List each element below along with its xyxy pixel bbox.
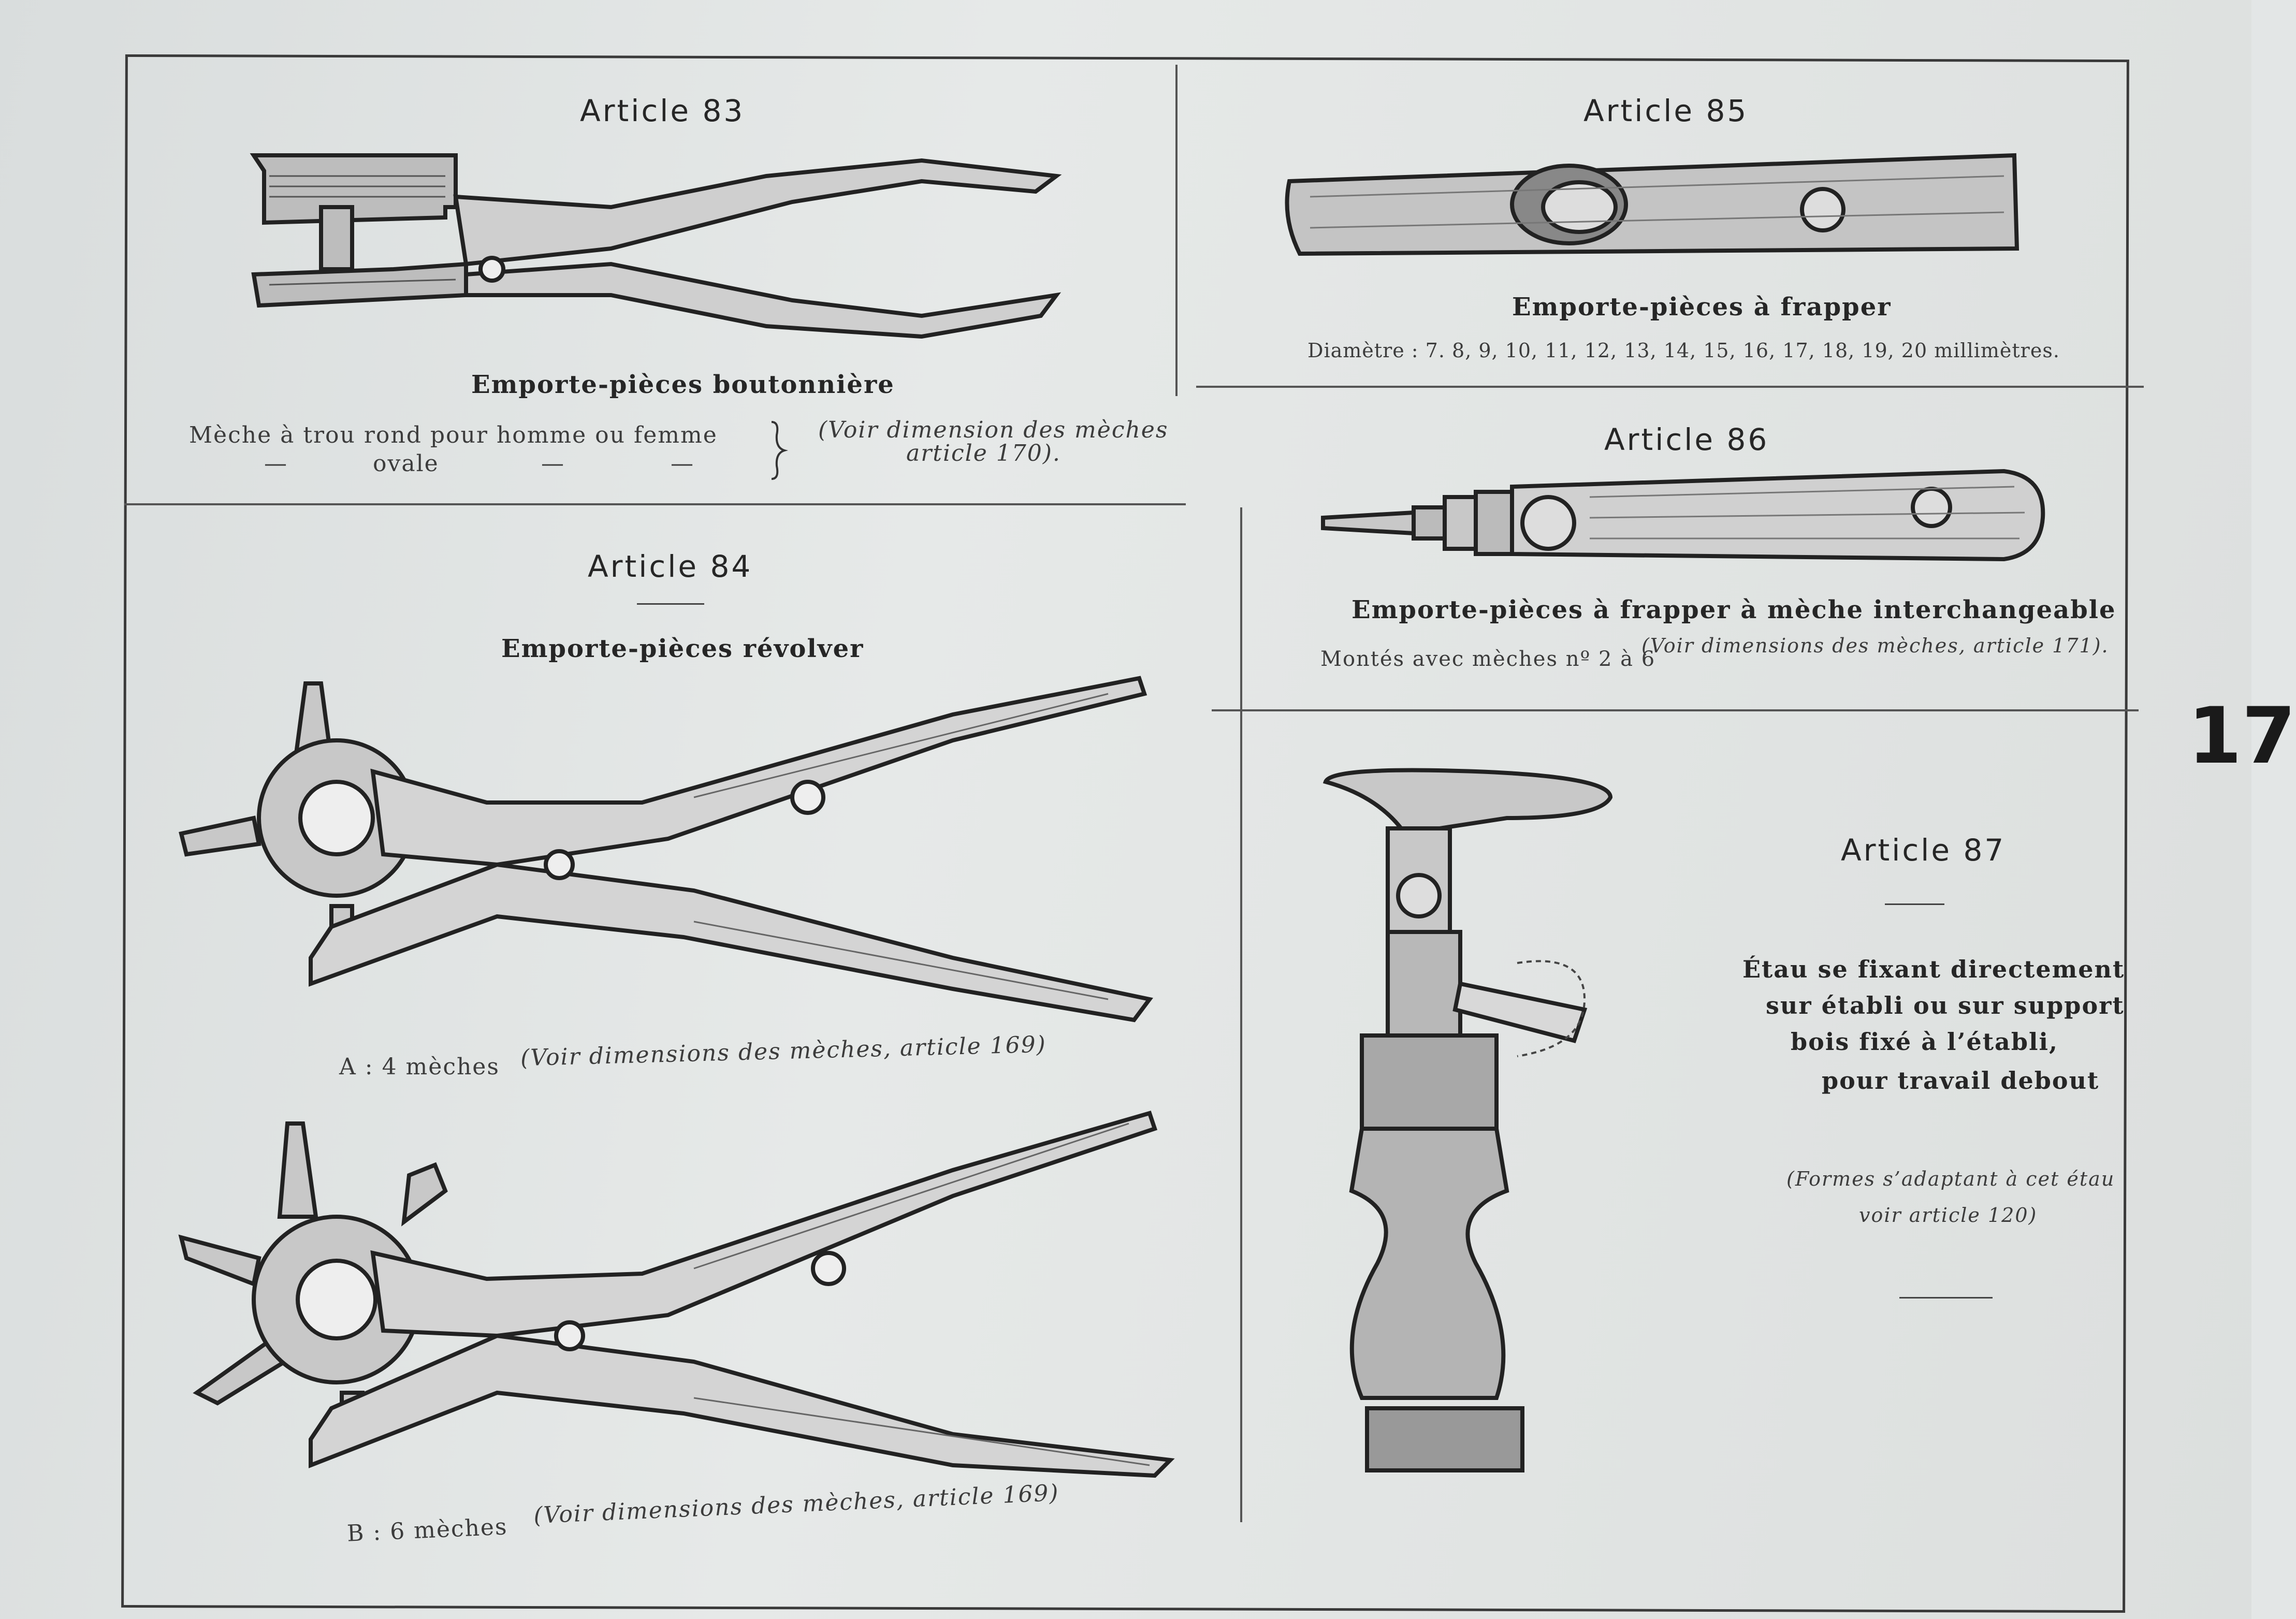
brace-icon	[766, 419, 787, 482]
article-86-line-prefix: Montés avec mèches nº 2 à 6	[1320, 647, 1656, 671]
article-83-subtitle: Emporte-pièces boutonnière	[471, 370, 895, 399]
article-87-desc4: pour travail debout	[1822, 1067, 2100, 1095]
article-83-ovale: ovale	[373, 450, 439, 477]
article-87-desc1: Étau se fixant directement	[1742, 955, 2125, 983]
article-83-line1: Mèche à trou rond pour homme ou femme	[189, 422, 718, 448]
hollow-punch-icon	[1279, 150, 2025, 274]
article-85-diameter: Diamètre : 7. 8, 9, 10, 11, 12, 13, 14, 15, 16, 17, 18, 19, 20 millimètres.	[1307, 339, 2060, 362]
caption-a-note: (Voir dimensions des mèches, article 169)	[520, 1031, 1047, 1072]
article-83-note2: article 170).	[906, 440, 1061, 466]
bench-vise-icon	[1320, 766, 1610, 1476]
button-punch-pliers-icon	[249, 145, 1077, 352]
divider-horizontal-left	[124, 503, 1186, 505]
article-84-title: Article 84	[588, 549, 753, 584]
revolver-punch-6-icon	[176, 1103, 1181, 1476]
article-87-rule-bottom	[1899, 1297, 1993, 1299]
article-83-note1: (Voir dimension des mèches	[818, 417, 1169, 443]
article-85-title: Article 85	[1583, 93, 1749, 128]
article-87-note1: (Formes s’adaptant à cet étau	[1786, 1168, 2115, 1190]
page-number: 17	[2188, 691, 2296, 781]
caption-b-prefix: B : 6 mèches	[346, 1513, 508, 1547]
article-86-line-note: (Voir dimensions des mèches, article 171).	[1641, 634, 2109, 657]
divider-vertical-top	[1175, 65, 1178, 396]
article-84-rule	[637, 603, 704, 605]
article-87-note2: voir article 120)	[1859, 1204, 2038, 1227]
article-87-title: Article 87	[1841, 833, 2006, 868]
divider-vertical-bottom	[1240, 507, 1242, 1522]
article-86-subtitle: Emporte-pièces à frapper à mèche interchangeable	[1352, 595, 2116, 624]
article-87-rule-top	[1885, 903, 1944, 905]
article-83-title: Article 83	[580, 93, 745, 128]
divider-horizontal-right-2	[1212, 709, 2139, 711]
revolver-punch-4-icon	[176, 668, 1160, 1020]
article-85-subtitle: Emporte-pièces à frapper	[1512, 293, 1892, 322]
divider-horizontal-right-1	[1196, 386, 2144, 388]
caption-b-note: (Voir dimensions des mèches, article 169)	[533, 1479, 1060, 1529]
caption-a-prefix: A : 4 mèches	[339, 1054, 500, 1080]
article-86-title: Article 86	[1604, 422, 1769, 457]
article-83-dash2: —	[541, 450, 565, 477]
article-84-subtitle: Emporte-pièces révolver	[501, 634, 864, 663]
article-83-dash1: —	[264, 450, 288, 477]
article-87-desc3: bois fixé à l’établi,	[1791, 1028, 2058, 1056]
article-87-desc2: sur établi ou sur support	[1766, 991, 2125, 1019]
interchangeable-punch-icon	[1320, 466, 2045, 570]
article-83-dash3: —	[671, 450, 694, 477]
